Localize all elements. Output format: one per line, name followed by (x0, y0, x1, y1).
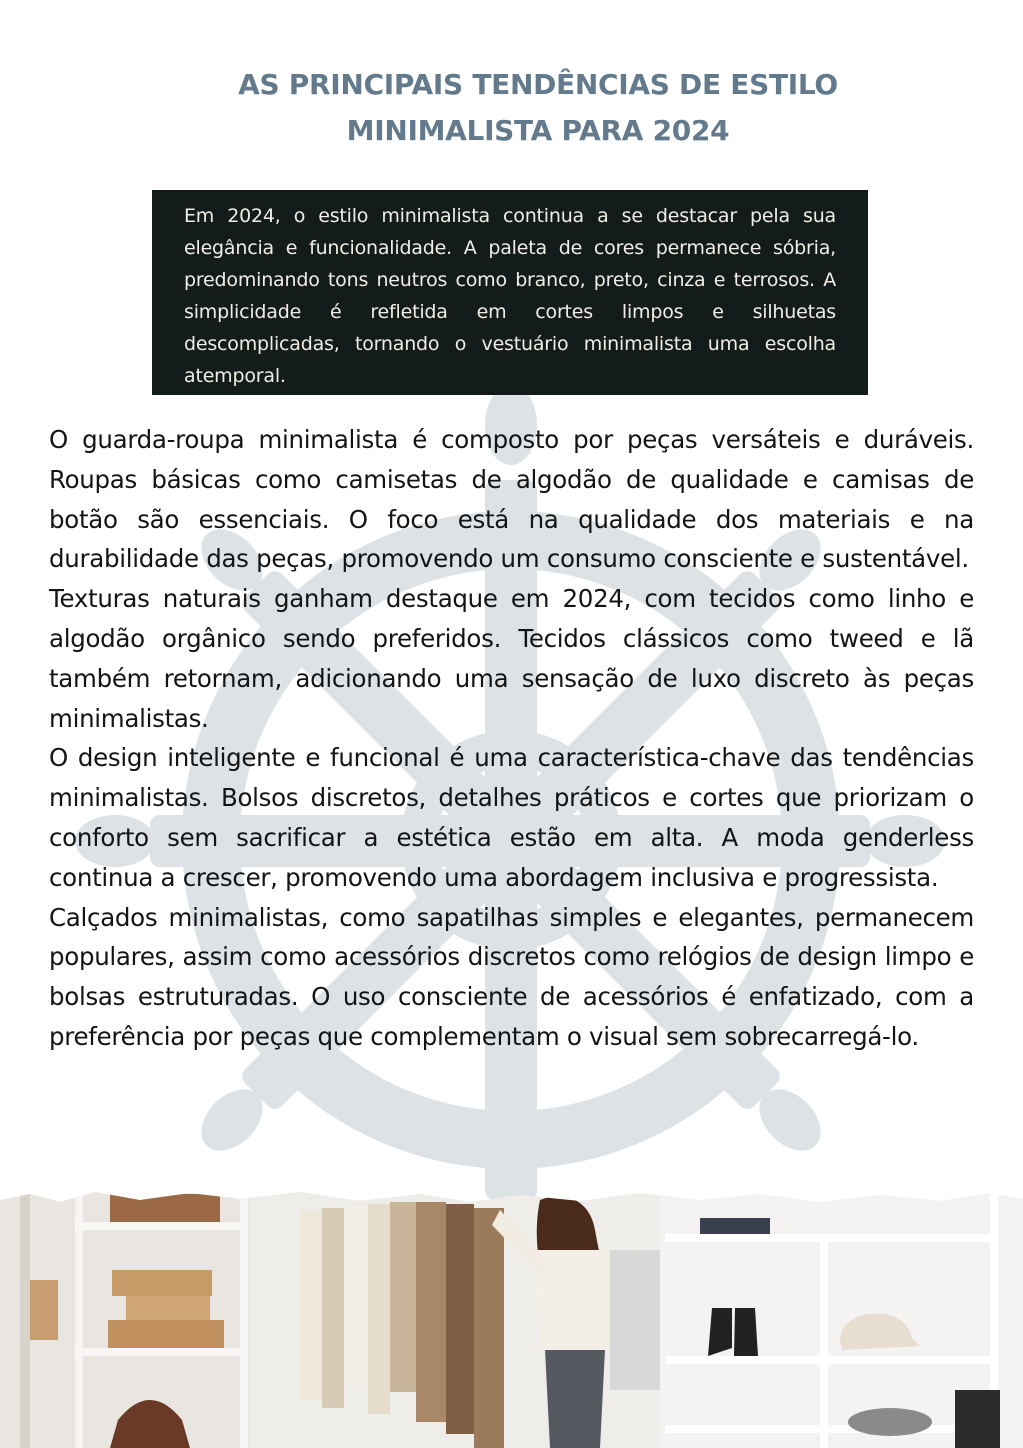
paragraph-textures: Texturas naturais ganham destaque em 2024, com tecidos como linho e algodão orgânico sendo preferidos. Tecidos clássicos como tweed e lã também retornam, adicionando uma sensação de luxo discreto às peças minimalistas. (49, 584, 974, 733)
intro-text: Em 2024, o estilo minimalista continua a se destacar pela sua elegância e funcionalidade. A paleta de cores permanece sóbria, predominando tons neutros como branco, preto, cinza e terrosos. A simplicidade é refletida em cortes limpos e silhuetas descomplicadas, tornando o vestuário minimalista uma escolha atemporal. (184, 205, 836, 387)
article-body (49, 420, 974, 1057)
paragraph-design: O design inteligente e funcional é uma característica-chave das tendências minimalistas. Bolsos discretos, detalhes práticos e cortes que priorizam o conforto sem sacrificar a estética estão em alta. A moda genderless continua a crescer, promovendo uma abordagem inclusiva e progressista. (49, 743, 974, 892)
wardrobe-photo (0, 1190, 1023, 1448)
title-line-2: MINIMALISTA PARA 2024 (346, 114, 730, 147)
paragraph-accessories: Calçados minimalistas, como sapatilhas simples e elegantes, permanecem populares, assim como acessórios discretos como relógios de design limpo e bolsas estruturadas. O uso consciente de acessórios é enfatizado, com a preferência por peças que complementam o visual sem sobrecarregá-lo. (49, 902, 974, 1051)
title-line-1: AS PRINCIPAIS TENDÊNCIAS DE ESTILO (238, 68, 838, 101)
paragraph-wardrobe: O guarda-roupa minimalista é composto por peças versáteis e duráveis. Roupas básicas como camisetas de algodão de qualidade e camisas de botão são essenciais. O foco está na qualidade dos materiais e na durabilidade das peças, promovendo um consumo consciente e sustentável. (49, 425, 974, 574)
page-title (100, 62, 976, 154)
intro-box (152, 190, 868, 395)
